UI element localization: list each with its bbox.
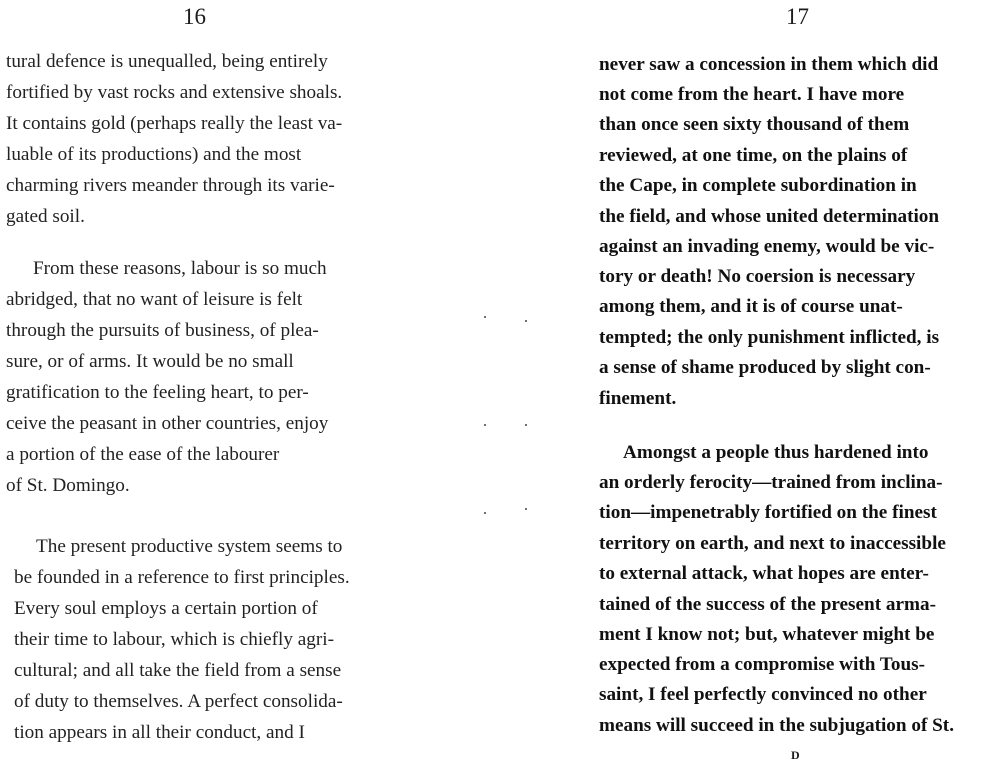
text-line: tory or death! No coersion is necessary bbox=[599, 266, 916, 287]
text-line: among them, and it is of course unat- bbox=[599, 296, 903, 317]
text-line: Every soul employs a certain portion of bbox=[14, 598, 318, 619]
text-line: sure, or of arms. It would be no small bbox=[6, 351, 294, 372]
text-line: never saw a concession in them which did bbox=[599, 54, 939, 75]
text-line: against an invading enemy, would be vic- bbox=[599, 236, 935, 257]
text-line: reviewed, at one time, on the plains of bbox=[599, 145, 908, 166]
text-line: of St. Domingo. bbox=[6, 475, 130, 496]
text-line: abridged, that no want of leisure is felt bbox=[6, 289, 303, 310]
text-line: a portion of the ease of the labourer bbox=[6, 444, 280, 465]
text-line: cultural; and all take the field from a sense bbox=[14, 660, 342, 681]
gutter-speck bbox=[525, 508, 527, 510]
text-line: tained of the success of the present arma- bbox=[599, 594, 936, 615]
text-line: ceive the peasant in other countries, enjoy bbox=[6, 413, 329, 434]
gutter-speck bbox=[484, 424, 486, 426]
text-line: tural defence is unequalled, being entirely bbox=[6, 51, 328, 72]
text-line: of duty to themselves. A perfect consolida- bbox=[14, 691, 343, 712]
text-line: It contains gold (perhaps really the least va- bbox=[6, 113, 343, 134]
gutter-speck bbox=[484, 316, 486, 318]
text-line: fortified by vast rocks and extensive shoals. bbox=[6, 82, 343, 103]
text-line: not come from the heart. I have more bbox=[599, 84, 905, 105]
text-line: gated soil. bbox=[6, 206, 85, 227]
text-line: ment I know not; but, whatever might be bbox=[599, 624, 935, 645]
text-line: a sense of shame produced by slight con- bbox=[599, 357, 931, 378]
text-line: luable of its productions) and the most bbox=[6, 144, 302, 165]
text-line: Amongst a people thus hardened into bbox=[623, 442, 929, 463]
text-line: to external attack, what hopes are enter- bbox=[599, 563, 929, 584]
text-line: expected from a compromise with Tous- bbox=[599, 654, 925, 675]
text-line: territory on earth, and next to inaccessible bbox=[599, 533, 946, 554]
gutter-speck bbox=[525, 424, 527, 426]
text-line: be founded in a reference to first principles. bbox=[14, 567, 350, 588]
text-line: finement. bbox=[599, 388, 677, 409]
text-line: than once seen sixty thousand of them bbox=[599, 114, 910, 135]
page-number: 16 bbox=[183, 4, 206, 29]
text-line: tempted; the only punishment inflicted, is bbox=[599, 327, 940, 348]
signature-mark: D bbox=[791, 748, 800, 762]
text-line: their time to labour, which is chiefly agri- bbox=[14, 629, 334, 650]
text-line: saint, I feel perfectly convinced no other bbox=[599, 684, 927, 705]
text-line: tion appears in all their conduct, and I bbox=[14, 722, 305, 743]
text-line: the Cape, in complete subordination in bbox=[599, 175, 917, 196]
text-line: means will succeed in the subjugation of St. bbox=[599, 715, 954, 736]
text-line: The present productive system seems to bbox=[36, 536, 343, 557]
gutter-speck bbox=[525, 320, 527, 322]
text-line: through the pursuits of business, of plea- bbox=[6, 320, 319, 341]
text-line: From these reasons, labour is so much bbox=[33, 258, 327, 279]
text-line: tion—impenetrably fortified on the finest bbox=[599, 502, 937, 523]
page-number: 17 bbox=[786, 4, 809, 29]
text-line: the field, and whose united determination bbox=[599, 206, 940, 227]
gutter-speck bbox=[484, 512, 486, 514]
text-line: an orderly ferocity—trained from inclina- bbox=[599, 472, 943, 493]
text-line: charming rivers meander through its varie- bbox=[6, 175, 335, 196]
text-line: gratification to the feeling heart, to per- bbox=[6, 382, 309, 403]
